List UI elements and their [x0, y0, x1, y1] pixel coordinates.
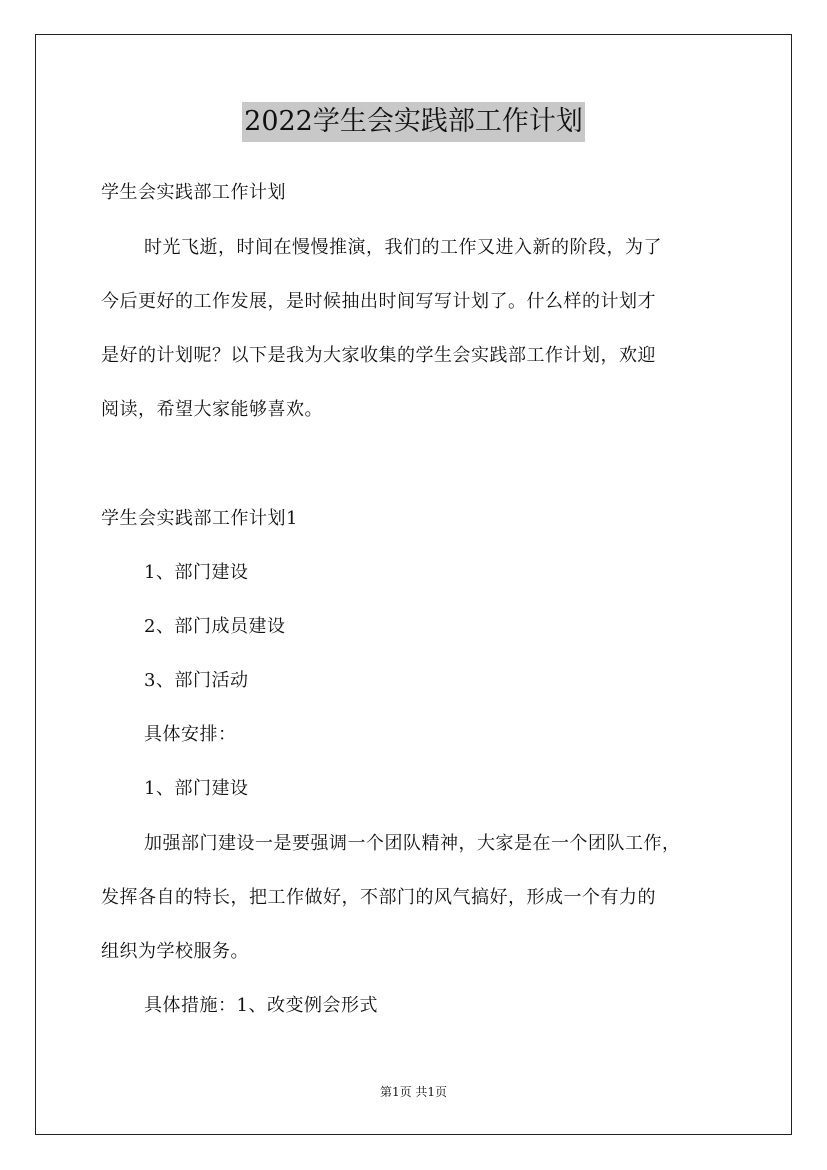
paragraph-line: 今后更好的工作发展，是时候抽出时间写写计划了。什么样的计划才: [101, 291, 656, 312]
subheading: 具体安排：: [144, 724, 237, 745]
list-item: 1、部门建设: [144, 562, 249, 583]
document-title: 2022学生会实践部工作计划: [242, 102, 585, 142]
title-container: [0, 102, 827, 142]
paragraph-line: 阅读，希望大家能够喜欢。: [101, 399, 323, 420]
section-heading: 学生会实践部工作计划1: [101, 508, 298, 529]
paragraph-line: 是好的计划呢？以下是我为大家收集的学生会实践部工作计划，欢迎: [101, 345, 656, 366]
list-item: 2、部门成员建设: [144, 616, 286, 637]
list-item: 1、部门建设: [144, 778, 249, 799]
paragraph-line: 时光飞逝，时间在慢慢推演，我们的工作又进入新的阶段，为了: [144, 237, 662, 258]
section-heading: 学生会实践部工作计划: [101, 182, 286, 203]
paragraph-line: 组织为学校服务。: [101, 941, 249, 962]
paragraph-line: 具体措施：1、改变例会形式: [144, 995, 378, 1016]
paragraph-line: 发挥各自的特长，把工作做好，不部门的风气搞好，形成一个有力的: [101, 887, 656, 908]
page-footer: 第1页 共1页: [379, 1085, 448, 1099]
paragraph-line: 加强部门建设一是要强调一个团队精神，大家是在一个团队工作，: [144, 833, 681, 854]
list-item: 3、部门活动: [144, 670, 249, 691]
